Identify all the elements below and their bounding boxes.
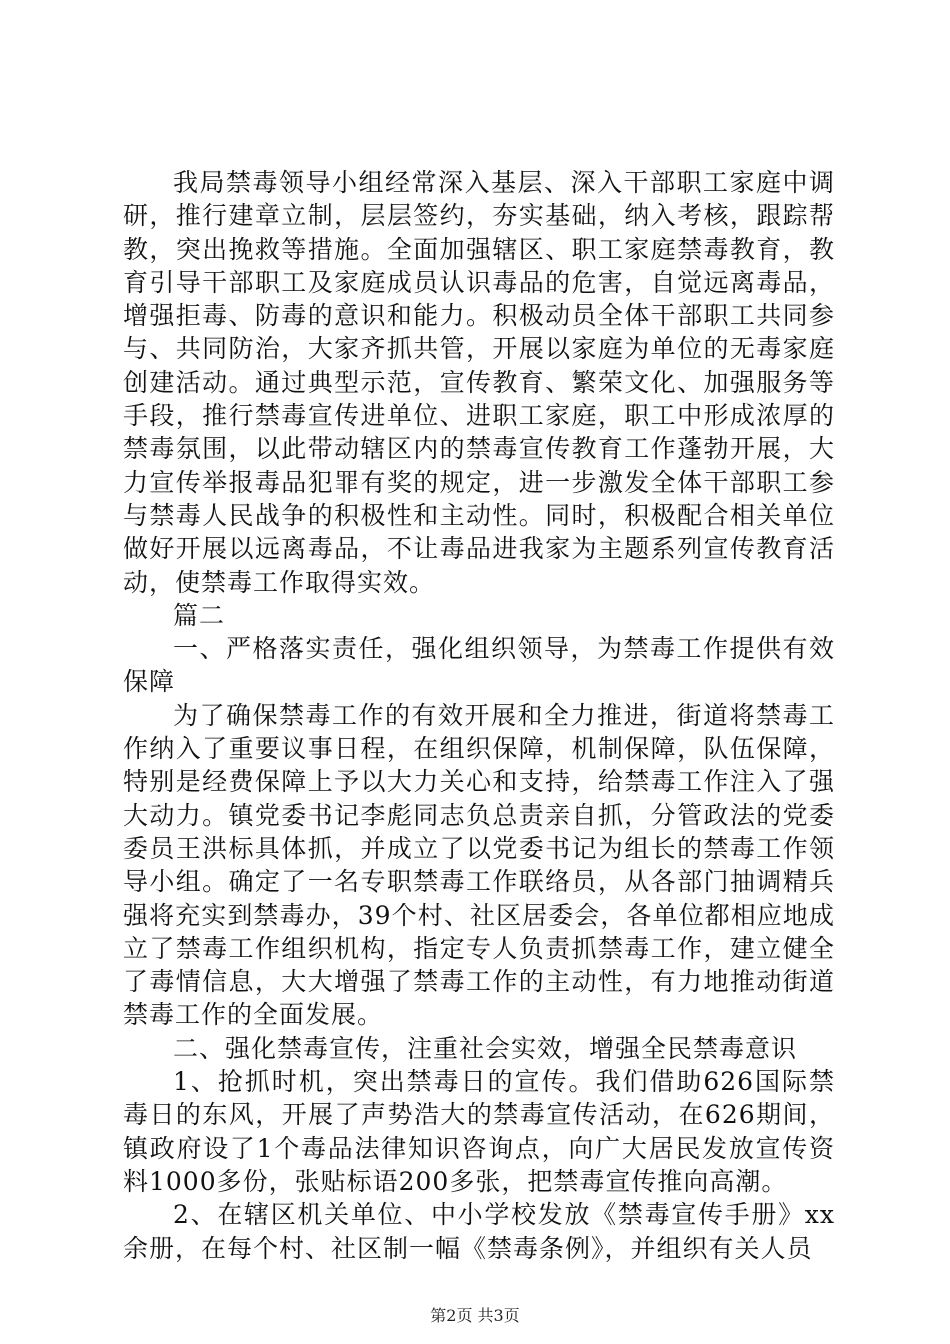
paragraph-3: 1、抢抓时机，突出禁毒日的宣传。我们借助626国际禁毒日的东风，开展了声势浩大的禁毒宣传活动，在626期间，镇政府设了1个毒品法律知识咨询点，向广大居民发放宣传资料1000多份，张贴标语200多张，把禁毒宣传推向高潮。	[123, 1067, 836, 1196]
heading-section-one: 一、严格落实责任，强化组织领导，为禁毒工作提供有效保障	[123, 634, 835, 697]
paragraph-4: 2、在辖区机关单位、中小学校发放《禁毒宣传手册》xx余册，在每个村、社区制一幅《禁毒条例》，并组织有关人员	[123, 1200, 835, 1263]
paragraph-1: 我局禁毒领导小组经常深入基层、深入干部职工家庭中调研，推行建章立制，层层签约，夯实基础，纳入考核，跟踪帮教，突出挽救等措施。全面加强辖区、职工家庭禁毒教育，教育引导干部职工及家庭成员认识毒品的危害，自觉远离毒品，增强拒毒、防毒的意识和能力。积极动员全体干部职工共同参与、共同防治，大家齐抓共管，开展以家庭为单位的无毒家庭创建活动。通过典型示范，宣传教育、繁荣文化、加强服务等手段，推行禁毒宣传进单位、进职工家庭，职工中形成浓厚的禁毒氛围，以此带动辖区内的禁毒宣传教育工作蓬勃开展，大力宣传举报毒品犯罪有奖的规定，进一步激发全体干部职工参与禁毒人民战争的积极性和主动性。同时，积极配合相关单位做好开展以远离毒品，不让毒品进我家为主题系列宣传教育活动，使禁毒工作取得实效。	[123, 168, 835, 597]
page-footer: 第2页 共3页	[430, 1306, 520, 1325]
paragraph-2: 为了确保禁毒工作的有效开展和全力推进，街道将禁毒工作纳入了重要议事日程，在组织保障，机制保障，队伍保障，特别是经费保障上予以大力关心和支持，给禁毒工作注入了强大动力。镇党委书记李彪同志负总责亲自抓，分管政法的党委委员王洪标具体抓，并成立了以党委书记为组长的禁毒工作领导小组。确定了一名专职禁毒工作联络员，从各部门抽调精兵强将充实到禁毒办，39个村、社区居委会，各单位都相应地成立了禁毒工作组织机构，指定专人负责抓禁毒工作，建立健全了毒情信息，大大增强了禁毒工作的主动性，有力地推动街道禁毒工作的全面发展。	[123, 700, 835, 1030]
heading-section-two: 二、强化禁毒宣传，注重社会实效，增强全民禁毒意识	[173, 1033, 798, 1063]
document-body	[123, 166, 835, 1265]
section-label-part-two: 篇二	[173, 600, 226, 630]
